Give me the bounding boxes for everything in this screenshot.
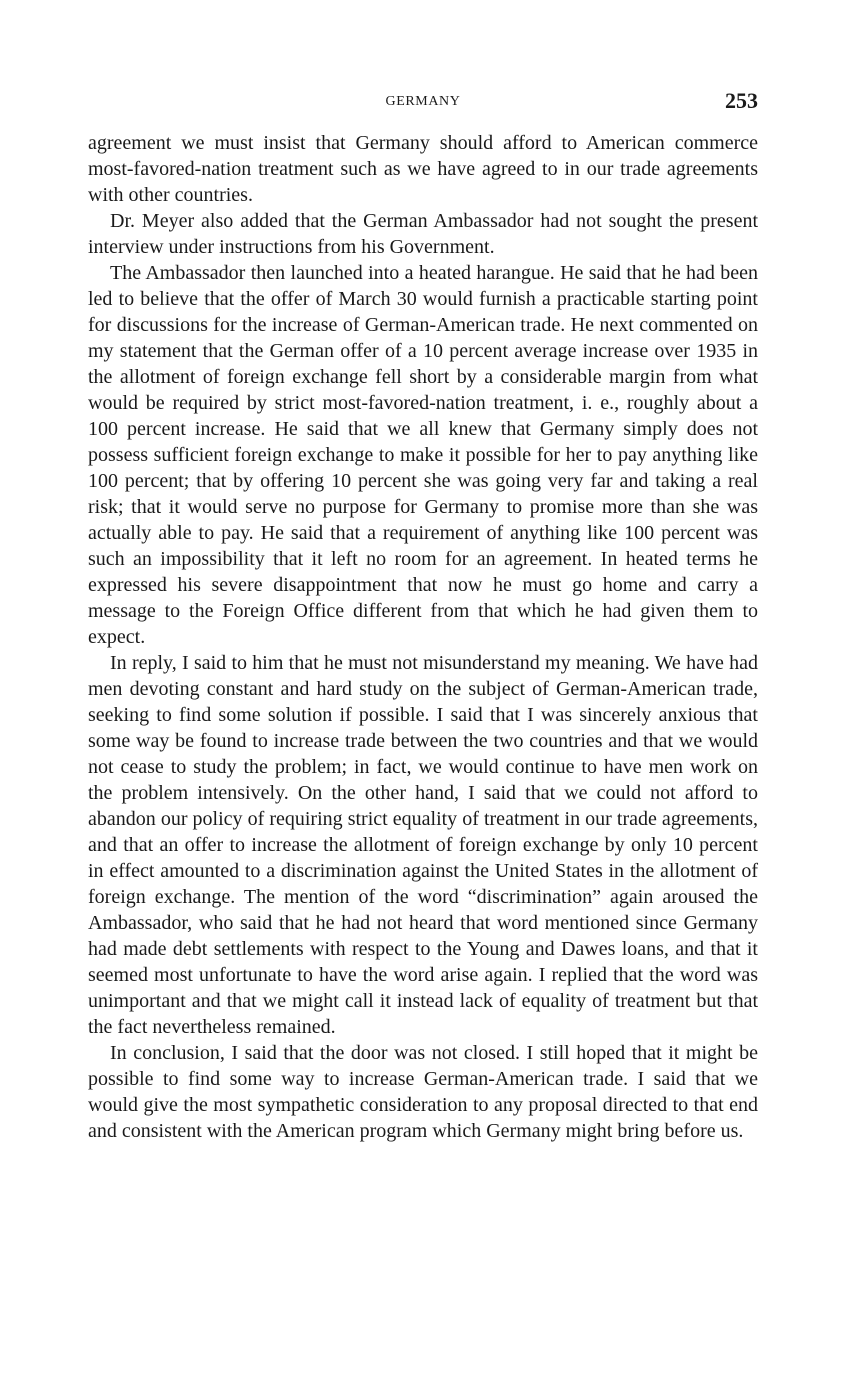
running-head-title: GERMANY [385, 94, 461, 109]
document-page [88, 88, 758, 1144]
page-number: 253 [725, 88, 758, 113]
paragraph: Dr. Meyer also added that the German Ambassador had not sought the present interview under instructions from his Government. [88, 210, 758, 258]
running-header [88, 88, 758, 116]
paragraph-continued: agreement we must insist that Germany should afford to American commerce most-favored-nation treatment such as we have agreed to in our trade agreements with other countries. [88, 132, 758, 206]
paragraph: In conclusion, I said that the door was not closed. I still hoped that it might be possible to find some way to increase German-American trade. I said that we would give the most sympathetic consideration to any proposal directed to that end and consistent with the American program which Germany might bring before us. [88, 1042, 758, 1142]
paragraph: The Ambassador then launched into a heated harangue. He said that he had been led to believe that the offer of March 30 would furnish a practicable starting point for discussions for the increase of German-American trade. He next commented on my statement that the German offer of a 10 percent average increase over 1935 in the allotment of foreign exchange fell short by a considerable margin from what would be required by strict most-favored-nation treatment, i. e., roughly about a 100 percent increase. He said that we all knew that Germany simply does not possess sufficient foreign exchange to make it possible for her to pay anything like 100 percent; that by offering 10 percent she was going very far and taking a real risk; that it would serve no purpose for Germany to promise more than she was actually able to pay. He said that a requirement of anything like 100 percent was such an impossibility that it left no room for an agreement. In heated terms he expressed his severe disappointment that now he must go home and carry a message to the Foreign Office different from that which he had given them to expect. [88, 262, 758, 648]
body-text [88, 130, 758, 1144]
paragraph: In reply, I said to him that he must not misunderstand my meaning. We have had men devoting constant and hard study on the subject of German-American trade, seeking to find some solution if possible. I said that I was sincerely anxious that some way be found to increase trade between the two countries and that we would not cease to study the problem; in fact, we would continue to have men work on the problem intensively. On the other hand, I said that we could not afford to abandon our policy of requiring strict equality of treatment in our trade agreements, and that an offer to increase the allotment of foreign exchange by only 10 percent in effect amounted to a discrimination against the United States in the allotment of foreign exchange. The mention of the word “discrimination” again aroused the Ambassador, who said that he had not heard that word mentioned since Germany had made debt settlements with respect to the Young and Dawes loans, and that it seemed most unfortunate to have the word arise again. I replied that the word was unimportant and that we might call it instead lack of equality of treatment but that the fact nevertheless remained. [88, 652, 758, 1038]
